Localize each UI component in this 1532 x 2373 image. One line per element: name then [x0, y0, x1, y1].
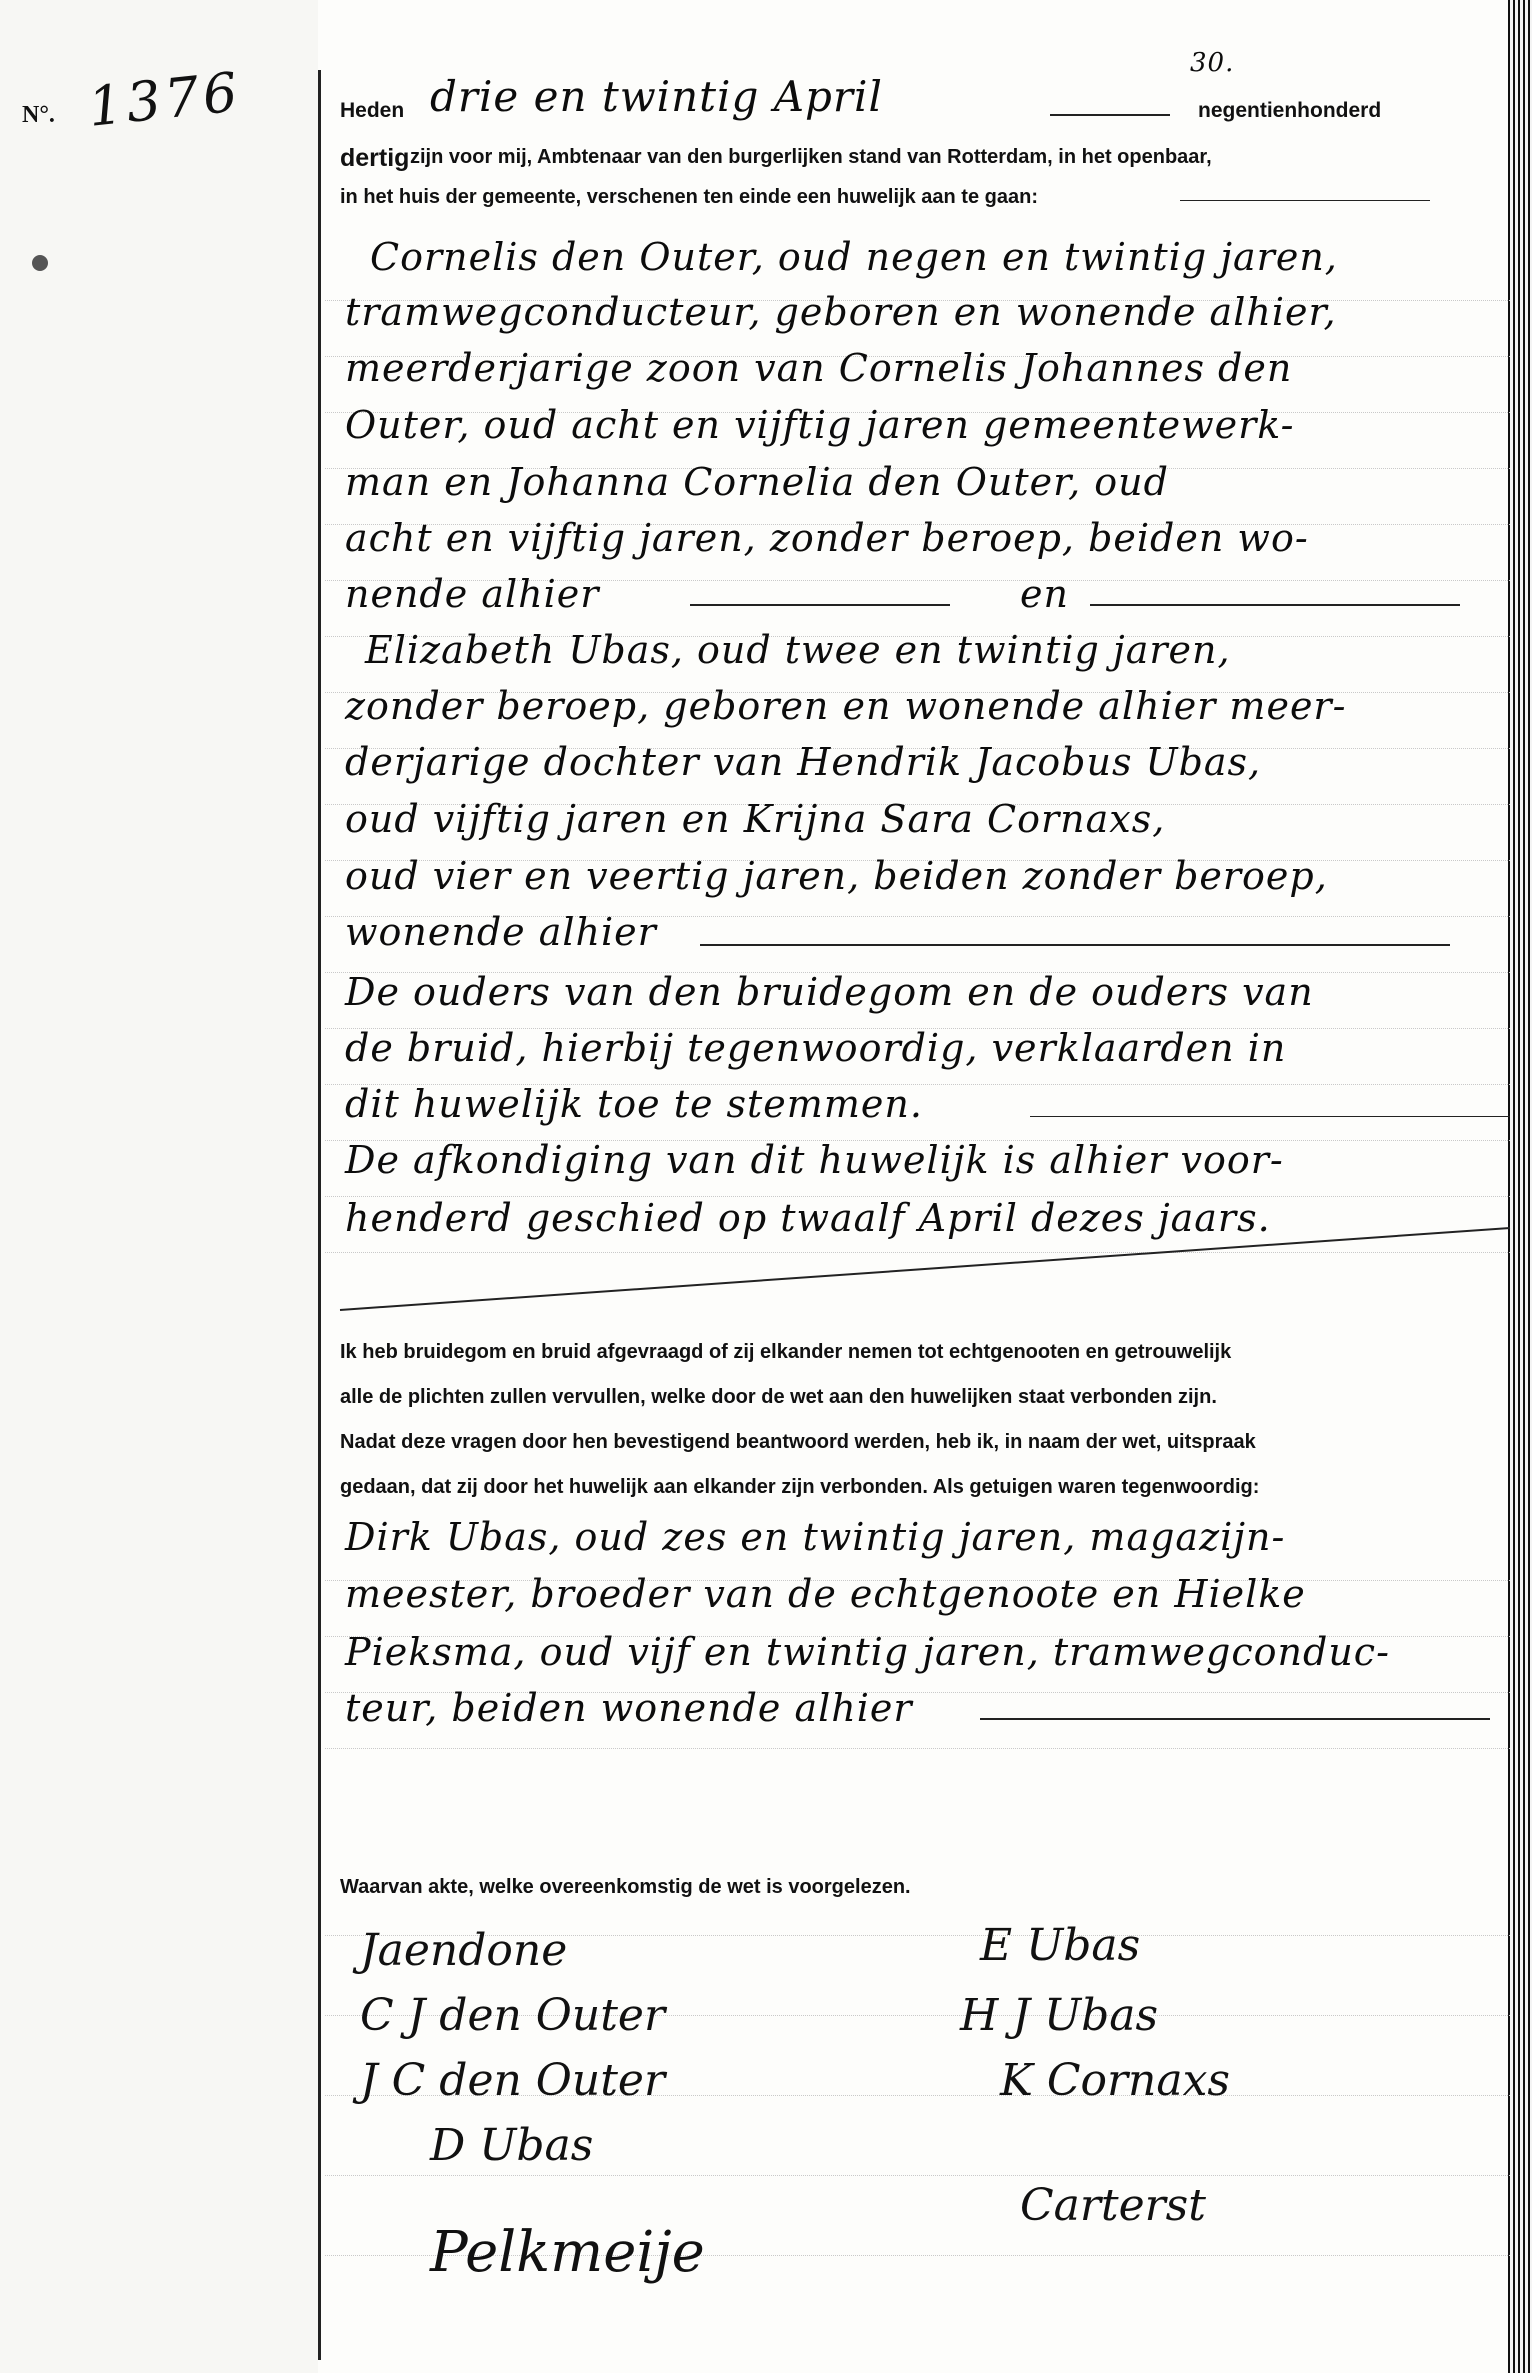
- groom-line: nende alhier: [345, 572, 600, 616]
- signature: K Cornaxs: [1000, 2055, 1231, 2106]
- fill-rule: [1030, 1116, 1510, 1117]
- signature: D Ubas: [430, 2120, 594, 2171]
- banns-line: De afkondiging van dit huwelijk is alhier voor-: [345, 1138, 1284, 1182]
- bride-line: Elizabeth Ubas, oud twee en twintig jaren,: [365, 628, 1231, 672]
- signature: E Ubas: [980, 1920, 1141, 1971]
- declaration-line: alle de plichten zullen vervullen, welke door de wet aan den huwelijken staat verbonden zijn.: [340, 1386, 1217, 1408]
- closing-statement: Waarvan akte, welke overeenkomstig de wet is voorgelezen.: [340, 1876, 911, 1898]
- number-label: N°.: [22, 102, 55, 128]
- left-margin: [0, 0, 318, 2373]
- groom-line: meerderjarige zoon van Cornelis Johannes den: [345, 346, 1293, 390]
- fill-rule: [700, 944, 1450, 946]
- year-dertig: dertig: [340, 144, 410, 172]
- closing-diagonal-line: [320, 1220, 1520, 1320]
- header-fill-rule: [1180, 200, 1430, 201]
- witness-line: meester, broeder van de echtgenoote en Hielke: [345, 1572, 1306, 1616]
- signature: J C den Outer: [360, 2055, 665, 2106]
- signature: C J den Outer: [360, 1990, 665, 2041]
- fill-rule: [690, 604, 950, 606]
- negentienhonderd-label: negentienhonderd: [1198, 99, 1382, 122]
- declaration-line: Ik heb bruidegom en bruid afgevraagd of zij elkander nemen tot echtgenooten en getrouwelijk: [340, 1341, 1232, 1363]
- fill-rule: [1090, 604, 1460, 606]
- date-handwritten: drie en twintig April: [430, 72, 883, 121]
- consent-line: de bruid, hierbij tegenwoordig, verklaarden in: [345, 1026, 1287, 1070]
- margin-rule: [318, 70, 321, 2360]
- declaration-line: gedaan, dat zij door het huwelijk aan elkander zijn verbonden. Als getuigen waren tegenwoordig:: [340, 1476, 1260, 1498]
- signature: Jaendone: [360, 1925, 568, 1976]
- witness-line: Pieksma, oud vijf en twintig jaren, tramwegconduc-: [345, 1630, 1390, 1674]
- bride-line: oud vier en veertig jaren, beiden zonder beroep,: [345, 854, 1328, 898]
- header-line-2: zijn voor mij, Ambtenaar van den burgerlijken stand van Rotterdam, in het openbaar,: [410, 146, 1212, 168]
- header-line-3: in het huis der gemeente, verschenen ten einde een huwelijk aan te gaan:: [340, 186, 1038, 208]
- bride-line: wonende alhier: [345, 910, 657, 954]
- bride-line: derjarige dochter van Hendrik Jacobus Ubas,: [345, 740, 1262, 784]
- groom-line: Cornelis den Outer, oud negen en twintig jaren,: [370, 235, 1338, 279]
- signature: Carterst: [1020, 2180, 1206, 2231]
- groom-line: Outer, oud acht en vijftig jaren gemeentewerk-: [345, 403, 1295, 447]
- banns-line: henderd geschied op twaalf April dezes jaars.: [345, 1196, 1271, 1240]
- record-number: 1376: [85, 60, 245, 139]
- page-edge: [1508, 0, 1532, 2373]
- fill-rule: [980, 1718, 1490, 1720]
- groom-line: acht en vijftig jaren, zonder beroep, beiden wo-: [345, 516, 1309, 560]
- groom-line: tramwegconducteur, geboren en wonende alhier,: [345, 290, 1337, 334]
- consent-line: De ouders van den bruidegom en de ouders van: [345, 970, 1314, 1014]
- conjunction-en: en: [1020, 572, 1069, 616]
- heden-label: Heden: [340, 99, 405, 122]
- witness-line: teur, beiden wonende alhier: [345, 1686, 913, 1730]
- binding-hole: [32, 255, 48, 271]
- date-fill-rule: [1050, 114, 1170, 116]
- margin-note: 30.: [1190, 48, 1235, 78]
- groom-line: man en Johanna Cornelia den Outer, oud: [345, 460, 1169, 504]
- witness-line: Dirk Ubas, oud zes en twintig jaren, magazijn-: [345, 1515, 1286, 1559]
- declaration-line: Nadat deze vragen door hen bevestigend beantwoord werden, heb ik, in naam der wet, uitspraak: [340, 1431, 1256, 1453]
- signature: Pelkmeije: [430, 2220, 705, 2285]
- signature: H J Ubas: [960, 1990, 1159, 2041]
- bride-line: oud vijftig jaren en Krijna Sara Cornaxs,: [345, 797, 1166, 841]
- bride-line: zonder beroep, geboren en wonende alhier meer-: [345, 684, 1347, 728]
- consent-line: dit huwelijk toe te stemmen.: [345, 1082, 923, 1126]
